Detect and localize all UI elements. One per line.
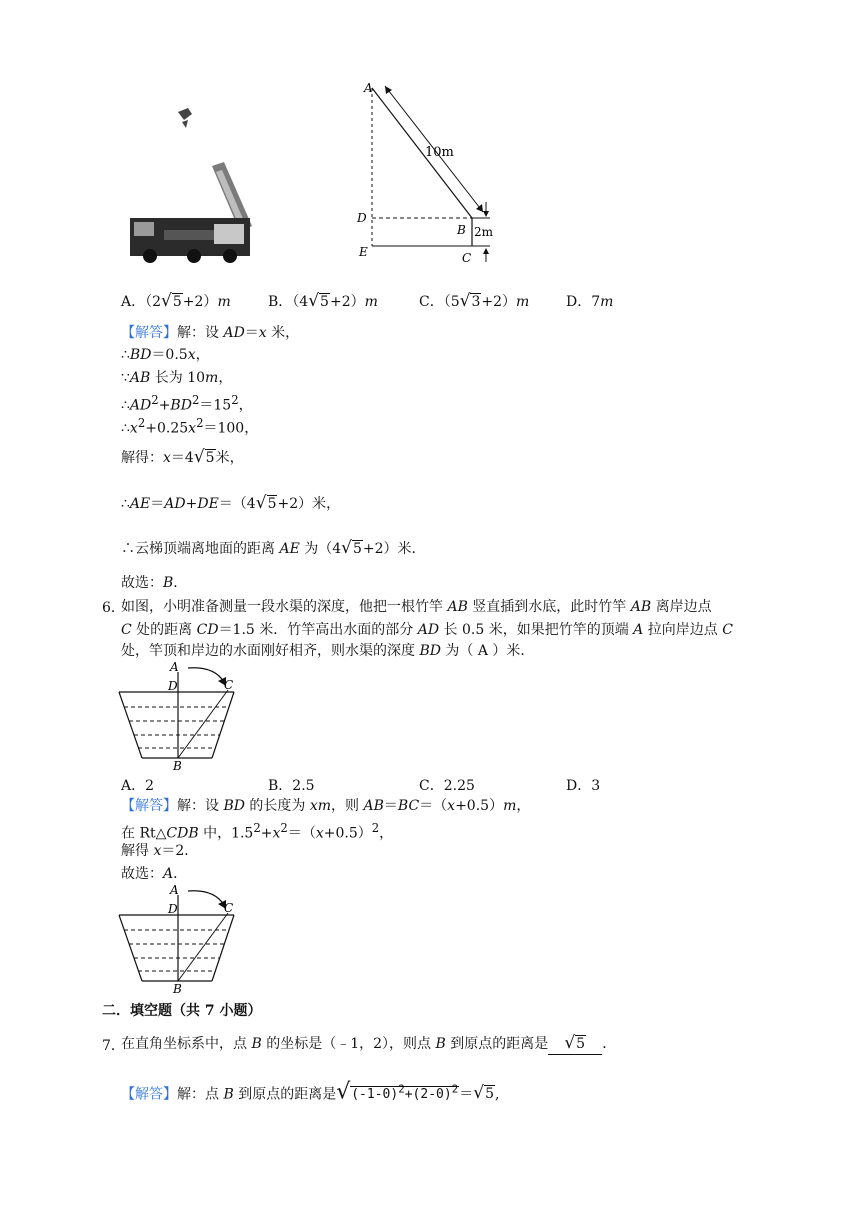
q6-sol-line1: 【解答】解：设 BD 的长度为 xm，则 AB＝BC＝（x+0.5）m， — [121, 798, 531, 814]
fig-label-len: 10m — [425, 145, 454, 160]
fig-label-D: D — [168, 679, 178, 693]
q5-sol-line5: $\therefore x^2+0.25x^2=100$， — [121, 416, 259, 437]
q5-sol-line3: ∵AB 长为 10m， — [121, 370, 233, 386]
q5-sol-line1: 【解答】解：设 AD＝x 米， — [121, 325, 300, 341]
fig-label-E: E — [359, 245, 368, 259]
q5-sol-line2: ∴BD＝0.5x， — [121, 347, 210, 363]
q6-text-line2: C 处的距离 CD＝1.5 米．竹竿高出水面的部分 AD 长 0.5 米，如果把竹竿的顶端 A 拉向岸边点 C — [121, 622, 733, 638]
fig-label-C: C — [462, 251, 472, 265]
channel-diagram-solution — [114, 883, 254, 995]
fig-label-B: B — [173, 982, 182, 995]
q5-sol-line6: 解得：x＝4√5米， — [121, 447, 244, 467]
q6-option-b: B．2.5 — [268, 778, 315, 794]
q7-text: 在直角坐标系中，点 B 的坐标是（﹣1，2），则点 B 到原点的距离是 √5 ． — [121, 1033, 617, 1053]
q6-sol-line4: 故选：A． — [121, 866, 188, 882]
q5-sol-line7: ∴AE＝AD+DE＝（4√5+2）米， — [121, 493, 341, 513]
q5-sol-line9: 故选：B． — [121, 575, 188, 591]
q6-text-line1: 如图，小明准备测量一段水渠的深度，他把一根竹竿 AB 竖直插到水底，此时竹竿 AB 离岸边点 — [121, 599, 712, 615]
fig-label-A: A — [170, 660, 179, 674]
ladder-diagram — [355, 78, 505, 270]
q7-answer-blank: √5 — [548, 1033, 602, 1055]
q5-option-b: B．（4√5+2）m — [268, 291, 378, 311]
q5-option-a: A．（2√5+2）m — [121, 291, 231, 311]
fig-label-C: C — [224, 678, 234, 692]
q6-option-a: A．2 — [121, 778, 155, 794]
q7-solution: 【解答】解：点 B 到原点的距离是$√(-1-0)^2+(2-0)^2=√5$, — [121, 1079, 500, 1105]
fig-label-D: D — [168, 902, 178, 916]
q5-option-d: D．7m — [566, 294, 614, 310]
q6-sol-line2: 在 Rt△CDB 中，$1.5^2+x^2=(x+0.5)^2$， — [121, 821, 394, 842]
q5-option-c: C．（5√3+2）m — [419, 291, 530, 311]
channel-diagram — [114, 660, 254, 772]
q7-number: 7． — [102, 1038, 125, 1054]
section-title: 二．填空题（共 7 小题） — [102, 1003, 262, 1019]
q5-sol-line4: $\therefore AD^2+BD^2=15^2$， — [121, 393, 253, 414]
q6-number: 6． — [102, 600, 125, 616]
fig-label-B: B — [173, 759, 182, 772]
q6-sol-line3: 解得 x＝2． — [121, 843, 199, 859]
fig-label-B: B — [457, 223, 466, 237]
q6-option-c: C．2.25 — [419, 778, 475, 794]
fig-label-C: C — [224, 901, 234, 915]
fig-label-A: A — [170, 883, 179, 897]
fire-truck-photo — [124, 100, 264, 270]
fig-label-A: A — [364, 81, 373, 95]
fig-label-h: 2m — [474, 225, 494, 239]
fig-label-D: D — [357, 211, 367, 225]
q5-sol-line8: ∴云梯顶端离地面的距离 AE 为（4√5+2）米． — [121, 538, 426, 558]
q6-option-d: D．3 — [566, 778, 601, 794]
q6-text-line3: 处，竿顶和岸边的水面刚好相齐，则水渠的深度 BD 为（ A ）米． — [121, 643, 535, 659]
